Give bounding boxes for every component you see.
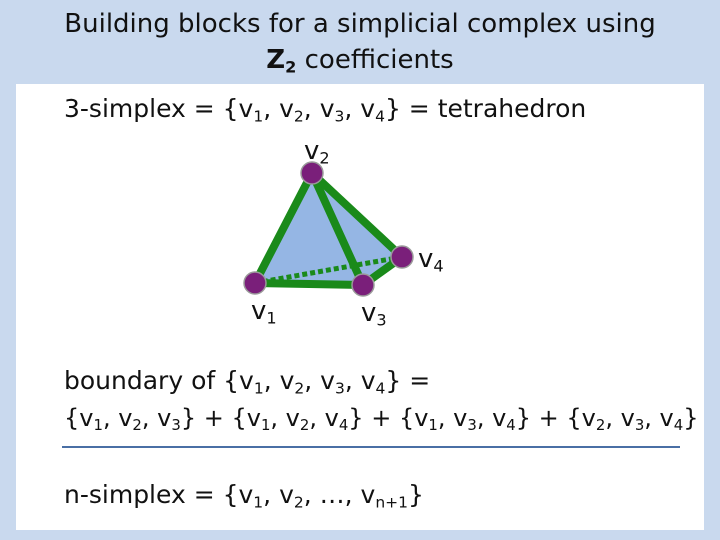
boundary-text: } = [385,366,431,395]
simplex-def-text: , v [303,94,335,123]
title-coefficients: coefficients [296,45,454,75]
title-z-subscript: 2 [285,57,297,77]
term-sub: 4 [338,416,349,435]
nsimplex-text: } [408,480,424,509]
term-text: } [180,404,197,432]
boundary-line-1 [64,366,431,398]
boundary-line-2 [64,404,699,435]
term-text: } [348,404,364,432]
nsimplex-text: , …, v [303,480,376,509]
term-sub: 1 [93,416,103,435]
term-text: , v [605,404,635,432]
nsimplex-text: , v [263,480,294,509]
label-v1-base: v [251,296,267,326]
title-z: Z [266,45,286,75]
simplex-def-sub: 3 [334,107,345,126]
boundary-sub: 4 [375,379,386,398]
label-v1 [251,296,277,326]
vertex-v1 [244,272,266,294]
boundary-sub: 1 [253,379,264,398]
simplex-def-sub: 2 [293,107,304,126]
simplex-def-text: 3-simplex = {v [64,94,254,123]
simplex-def-text: } = tetrahedron [384,94,587,123]
boundary-term [196,404,364,435]
simplex-def-sub: 1 [253,107,264,126]
label-v4-sub: 4 [433,256,444,276]
term-sub: 2 [595,416,606,435]
nsimplex-text: n-simplex = {v [64,480,254,509]
title-line-1: Building blocks for a simplicial complex using [64,9,656,39]
boundary-sub: 3 [334,379,345,398]
boundary-text: , v [344,366,376,395]
label-v1-sub: 1 [266,308,277,328]
n-simplex-definition [64,480,424,512]
boundary-sub: 2 [294,379,305,398]
term-sub: 4 [673,416,684,435]
term-text: , v [141,404,172,432]
term-sub: 2 [132,416,142,435]
term-text: , v [270,404,300,432]
term-text: } [683,404,699,432]
term-text: } [515,404,532,432]
term-sub: 3 [467,416,477,435]
term-text: + {v [363,404,429,432]
term-sub: 3 [634,416,645,435]
simplex-def-text: , v [263,94,294,123]
simplex-def-text: , v [344,94,376,123]
edge-v1-v3 [255,283,363,285]
label-v3-sub: 3 [376,310,387,330]
term-sub: 4 [506,416,516,435]
vertex-v4 [391,246,413,268]
label-v4-base: v [418,244,434,274]
term-text: , v [476,404,507,432]
label-v4 [418,244,444,274]
nsimplex-sub: n+1 [375,493,409,512]
label-v2-base: v [304,136,320,166]
label-v3-base: v [361,298,377,328]
separator-line [62,446,680,448]
boundary-text: , v [263,366,295,395]
term-text: + {v [531,404,596,432]
term-text: , v [644,404,674,432]
term-text: + {v [196,404,261,432]
label-v3 [361,298,387,328]
boundary-term [64,404,197,435]
boundary-text: boundary of {v [64,366,254,395]
boundary-term [363,404,532,435]
label-v2-sub: 2 [319,148,330,168]
nsimplex-sub: 2 [293,493,304,512]
simplex-def-sub: 4 [375,107,385,126]
term-text: , v [309,404,339,432]
label-v2 [304,136,330,166]
term-text: , v [437,404,468,432]
term-sub: 3 [171,416,181,435]
term-sub: 1 [260,416,271,435]
boundary-text: , v [304,366,335,395]
term-sub: 2 [299,416,310,435]
term-text: {v [64,404,94,432]
term-text: , v [102,404,133,432]
nsimplex-sub: 1 [253,493,264,512]
term-sub: 1 [428,416,438,435]
boundary-term [531,404,699,435]
vertex-v3 [352,274,374,296]
